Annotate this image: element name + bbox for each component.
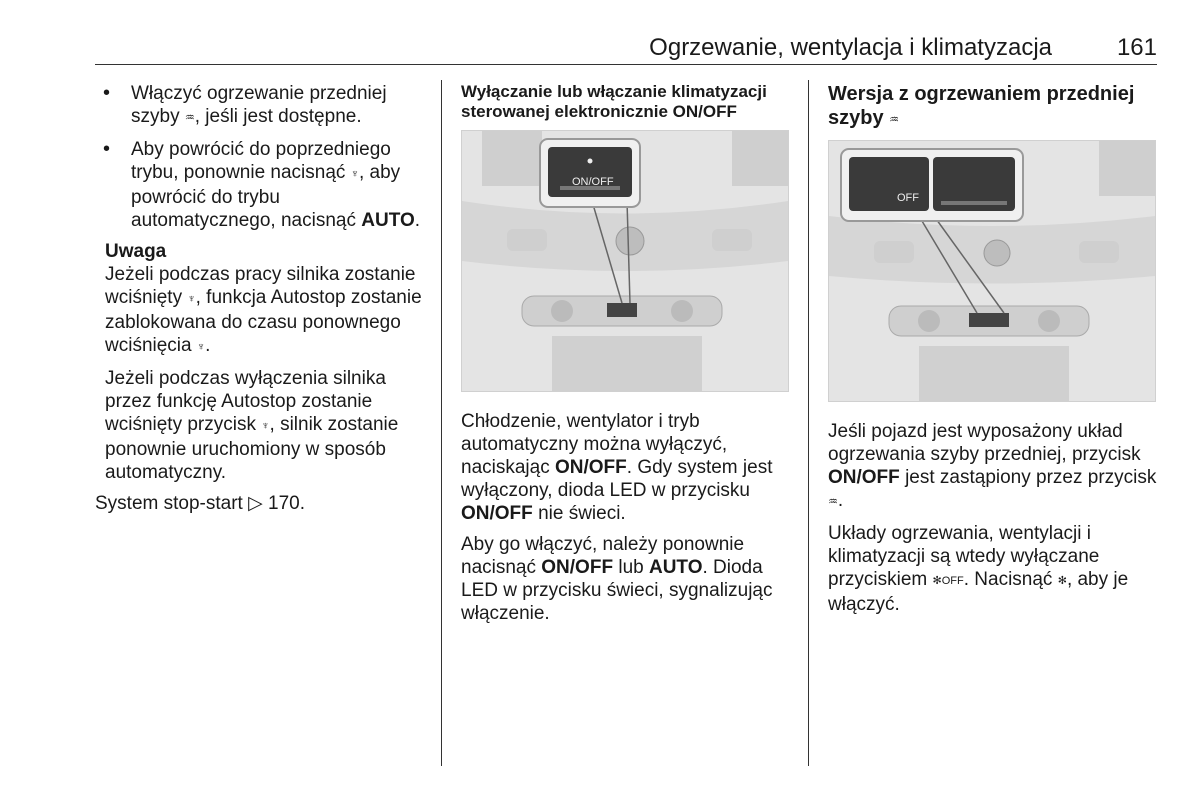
cross-reference[interactable]: System stop-start ▷ 170. [95,493,305,514]
page-title: Ogrzewanie, wentylacja i klimatyzacja [649,34,1052,61]
heated-windscreen-panel-figure [828,140,1156,402]
windscreen-heating-icon: ♒ [889,114,900,126]
fan-off-label: OFF [897,192,919,204]
reference-arrow-icon: ▷ [248,493,263,514]
list-item: • Włączyć ogrzewanie przedniej szyby ♒, jeśli jest dostępne. [95,82,425,130]
on-off-button-label: ON/OFF [572,176,614,188]
note-block [95,240,425,484]
section-heading: Wyłączanie lub włączanie klimatyzacji sterowanej elektronicznie ON/OFF [461,82,767,121]
paragraph: Jeśli pojazd jest wyposażony układ ogrzewania szyby przedniej, przycisk ON/OFF jest zastąpiony przez przycisk ♒. [828,421,1157,511]
windscreen-heating-icon: ♒ [828,496,838,508]
list-item: • Aby powrócić do poprzedniego trybu, ponownie nacisnąć ♆, aby powrócić do trybu automatycznego, nacisnąć AUTO. [95,138,425,232]
page-number: 161 [1116,34,1157,61]
page-header [95,30,1157,65]
windscreen-heating-icon: ♒ [184,112,195,124]
fan-icon: ✻ [1057,575,1067,587]
column-divider-1 [441,80,442,766]
column-divider-2 [808,80,809,766]
column-2 [461,82,789,633]
paragraph: Chłodzenie, wentylator i tryb automatyczny można wyłączyć, naciskając ON/OFF. Gdy system jest wyłączony, dioda LED w przycisku ON/OFF nie świeci. [461,411,773,524]
paragraph: Układy ogrzewania, wentylacji i klimatyzacji są wtedy wyłączane przyciskiem ✻OFF. Nacisnąć ✻, aby je włączyć. [828,523,1129,615]
column-1 [95,82,425,523]
note-paragraph: Jeżeli podczas wyłączenia silnika przez funkcję Autostop zostanie wciśnięty przycisk ♆, silnik zostanie ponownie uruchomiony w sposób automatyczny. [105,368,399,483]
column-3 [828,82,1158,624]
max-defrost-icon: ♆ [350,168,359,180]
max-defrost-icon: ♆ [187,293,196,305]
note-title: Uwaga [105,241,167,262]
climate-panel-figure [461,130,789,392]
paragraph: Aby go włączyć, należy ponownie nacisnąć ON/OFF lub AUTO. Dioda LED w przycisku świeci, sygnalizując włączenie. [461,534,773,624]
dashboard-illustration [829,141,1155,401]
note-paragraph: Jeżeli podczas pracy silnika zostanie wciśnięty ♆, funkcja Autostop zostanie zablokowana do czasu ponownego wciśnięcia ♆. [105,264,422,356]
section-heading: Wersja z ogrzewaniem przedniej szyby ♒ [828,83,1135,129]
fan-off-icon: ✻OFF [932,575,964,587]
max-defrost-icon: ♆ [261,420,270,432]
dashboard-illustration [462,131,788,391]
max-defrost-icon: ♆ [196,341,206,353]
bullet-list [95,82,425,232]
